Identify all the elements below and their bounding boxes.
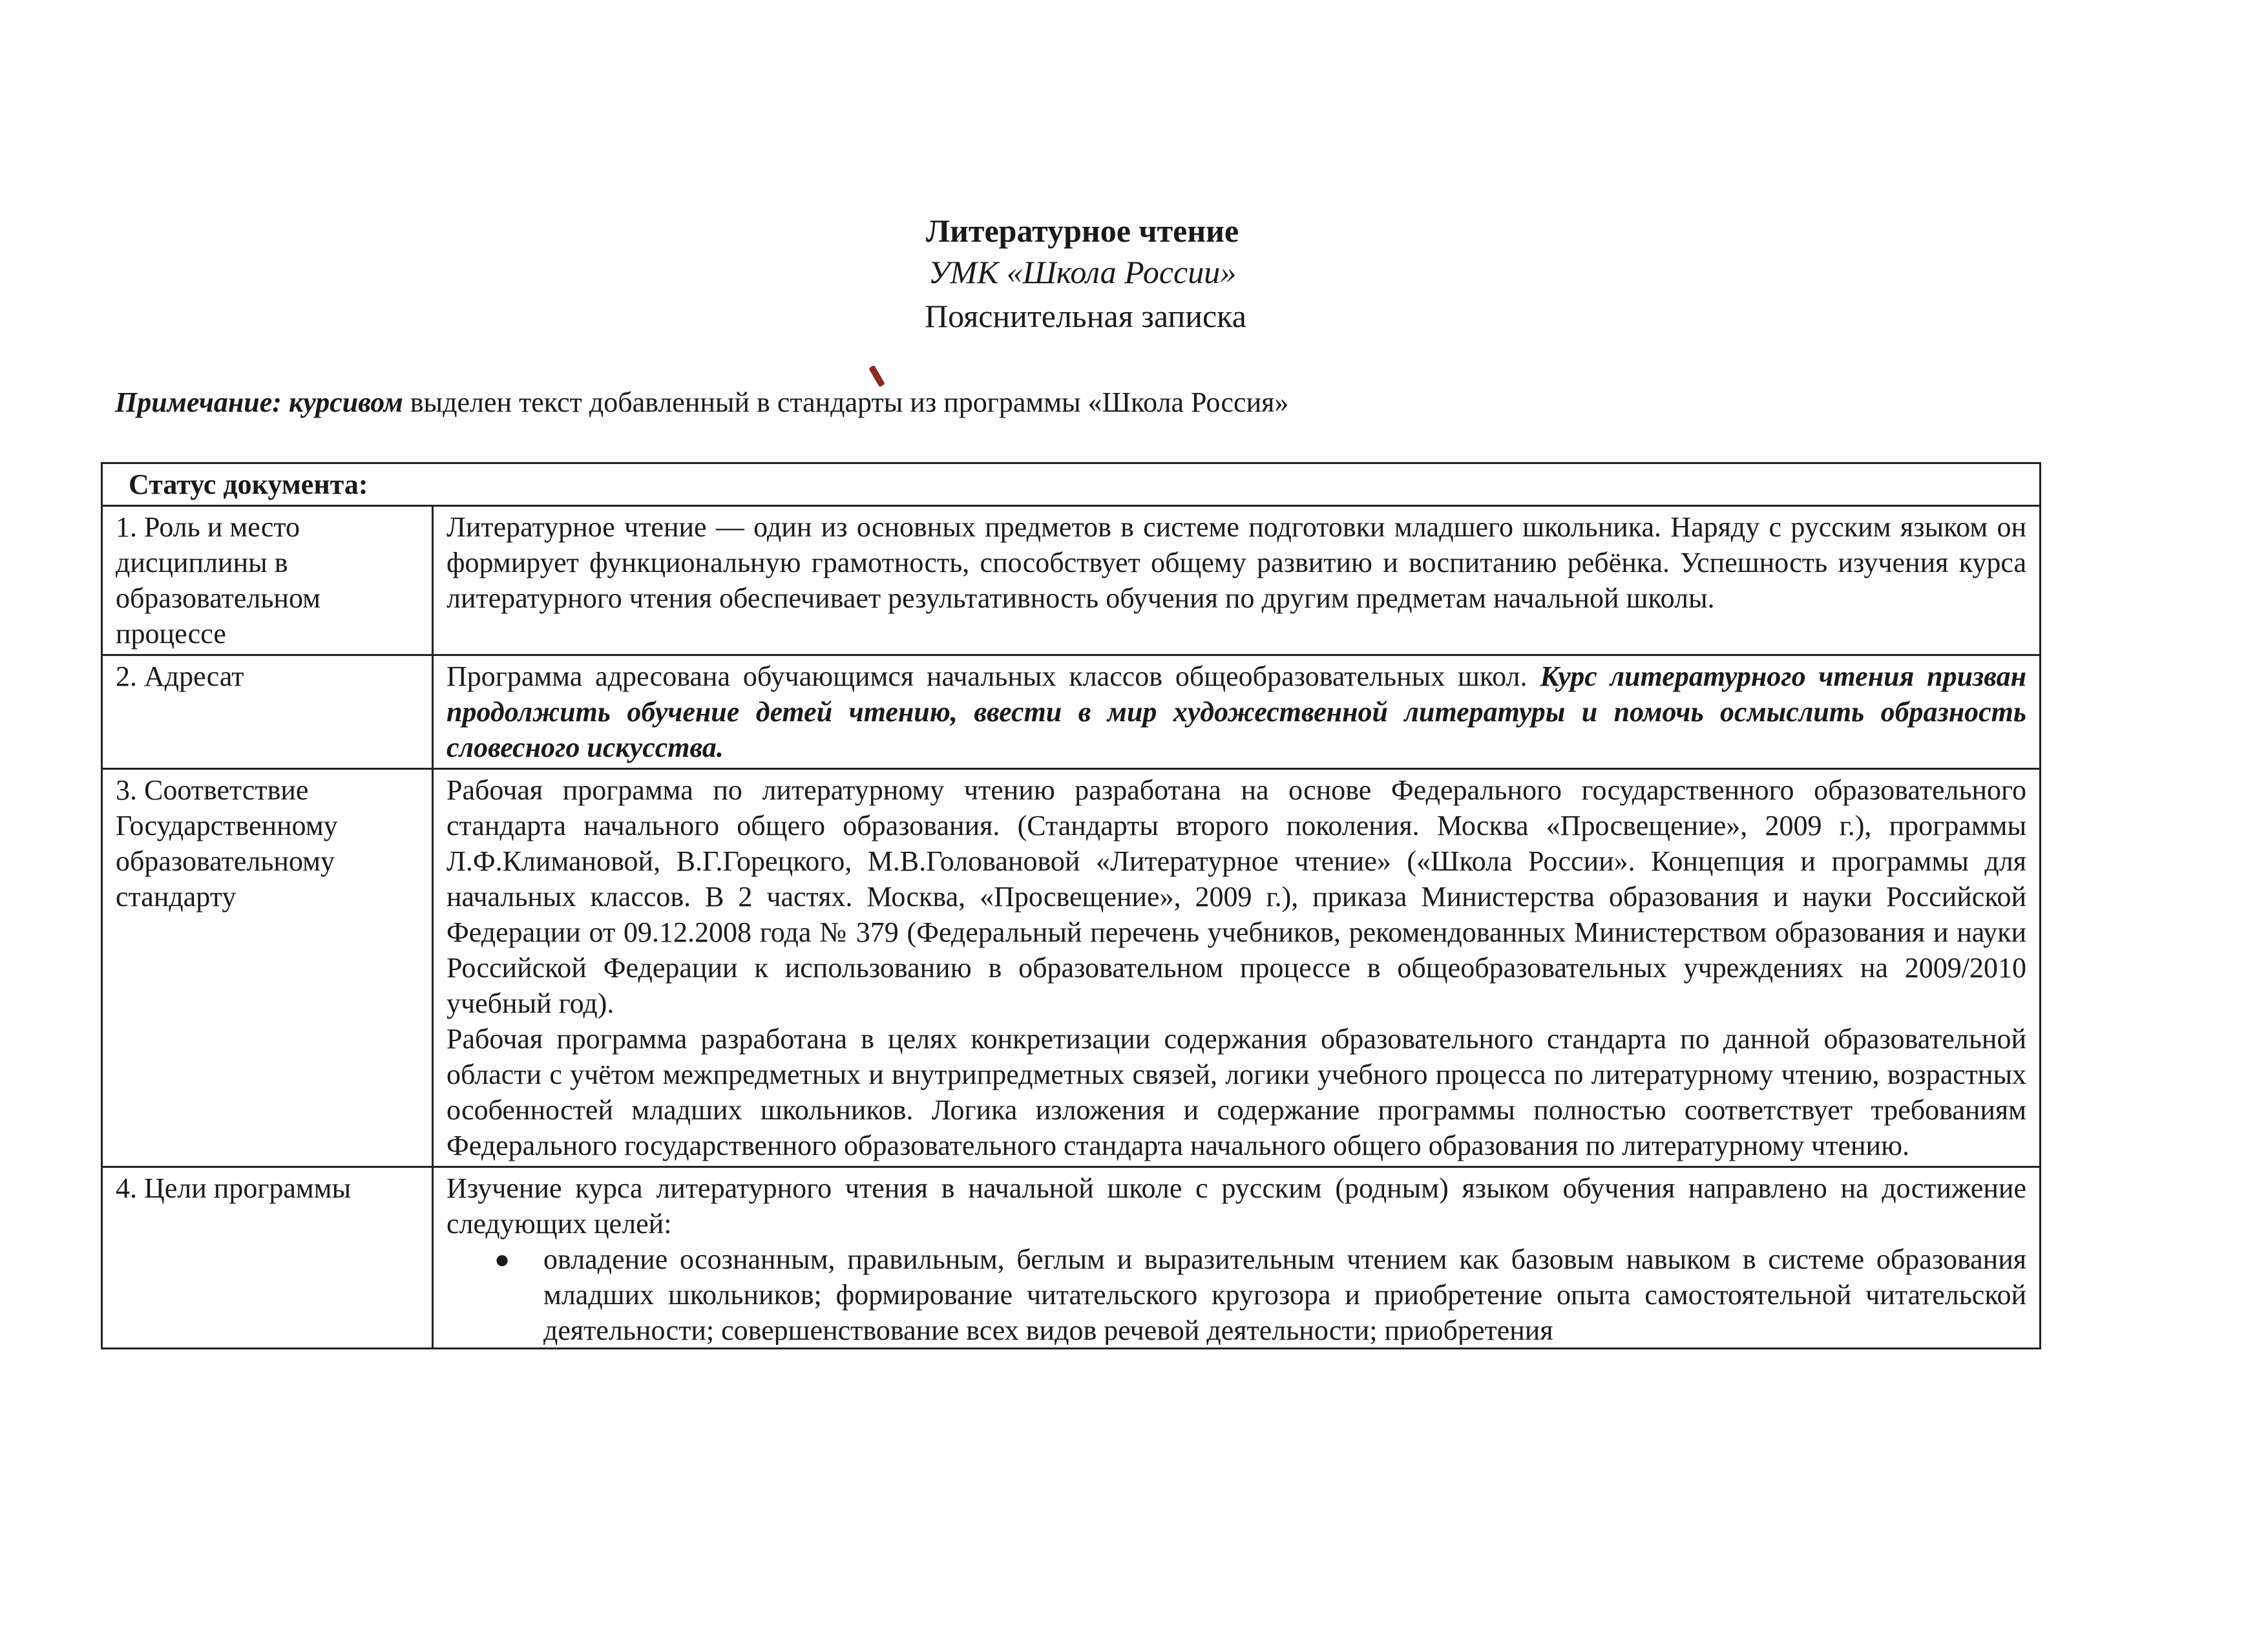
section-title: Пояснительная записка [925,298,1246,334]
remark-lead: Примечание: курсивом [115,386,403,418]
bullet-icon: ● [494,1245,510,1274]
remark-note [115,386,1381,419]
table-row [102,1167,2041,1349]
row-content [433,769,2041,1167]
row-content-plain: Программа адресована обучающимся начальных классов общеобразовательных школ. [446,660,1540,692]
row-paragraph: Изучение курса литературного чтения в начальной школе с русским (родным) языком обучения направлено на достижение следующих целей: [446,1172,2027,1240]
document-title: Литературное чтение [925,213,1239,249]
pen-mark [868,365,885,387]
row-content [433,655,2041,769]
goals-list [446,1241,2026,1345]
row-label: 1. Роль и место дисциплины в образовательном процессе [102,506,433,655]
document-subtitle: УМК «Школа России» [928,254,1237,290]
row-content: Литературное чтение — один из основных предметов в системе подготовки младшего школьника. Наряду с русским языком он формирует функциональную грамотность, способствует общему развитию и воспитанию ребёнка. Успешность изучения курса литературного чтения обеспечивает результативность обучения по другим предметам начальной школы. [433,506,2041,655]
row-label: 4. Цели программы [102,1167,433,1349]
row-content-italic: Курс литературного чтения призван продолжить обучение детей чтению, ввести в мир художественной литературы и помочь осмыслить образность словесного искусства. [446,660,2027,763]
row-label: 2. Адресат [102,655,433,769]
row-label: 3. Соответствие Государственному образовательному стандарту [102,769,433,1167]
row-paragraph: Рабочая программа разработана в целях конкретизации содержания образовательного стандарта по данной образовательной области с учётом межпредметных и внутрипредметных связей, логики учебного процесса по литературному чтению, возрастных особенностей младших школьников. Логика изложения и содержание программы полностью соответствует требованиям Федерального государственного образовательного стандарта начального общего образования по литературному чтению. [446,1023,2027,1161]
row-content [433,1167,2041,1349]
row-paragraph: Рабочая программа по литературному чтению разработана на основе Федерального государственного образовательного стандарта начального общего образования. (Стандарты второго поколения. Москва «Просвещение», 2009 г.), программы Л.Ф.Климановой, В.Г.Горецкого, М.В.Головановой «Литературное чтение» («Школа России». Концепция и программы для начальных классов. В 2 частях. Москва, «Просвещение», 2009 г.), приказа Министерства образования и науки Российской Федерации от 09.12.2008 года № 379 (Федеральный перечень учебников, рекомендованных Министерством образования и науки Российской Федерации к использованию в образовательном процессе в общеобразовательных учреждениях на 2009/2010 учебный год). [446,774,2027,1019]
table-row [102,655,2041,769]
list-item-text: овладение осознанным, правильным, беглым и выразительным чтением как базовым навыком в системе образования младших школьников; формирование читательского кругозора и приобретение опыта самостоятельной читательской деятельности; совершенствование всех видов речевой деятельности; приобретения [543,1243,2027,1345]
remark-text: выделен текст добавленный в стандарты из программы «Школа Россия» [403,386,1289,418]
table-row [102,506,2041,655]
table-row [102,769,2041,1167]
program-table [101,462,2041,1349]
table-row-status [102,463,2041,506]
status-header: Статус документа: [102,463,2041,506]
list-item [494,1241,2027,1345]
